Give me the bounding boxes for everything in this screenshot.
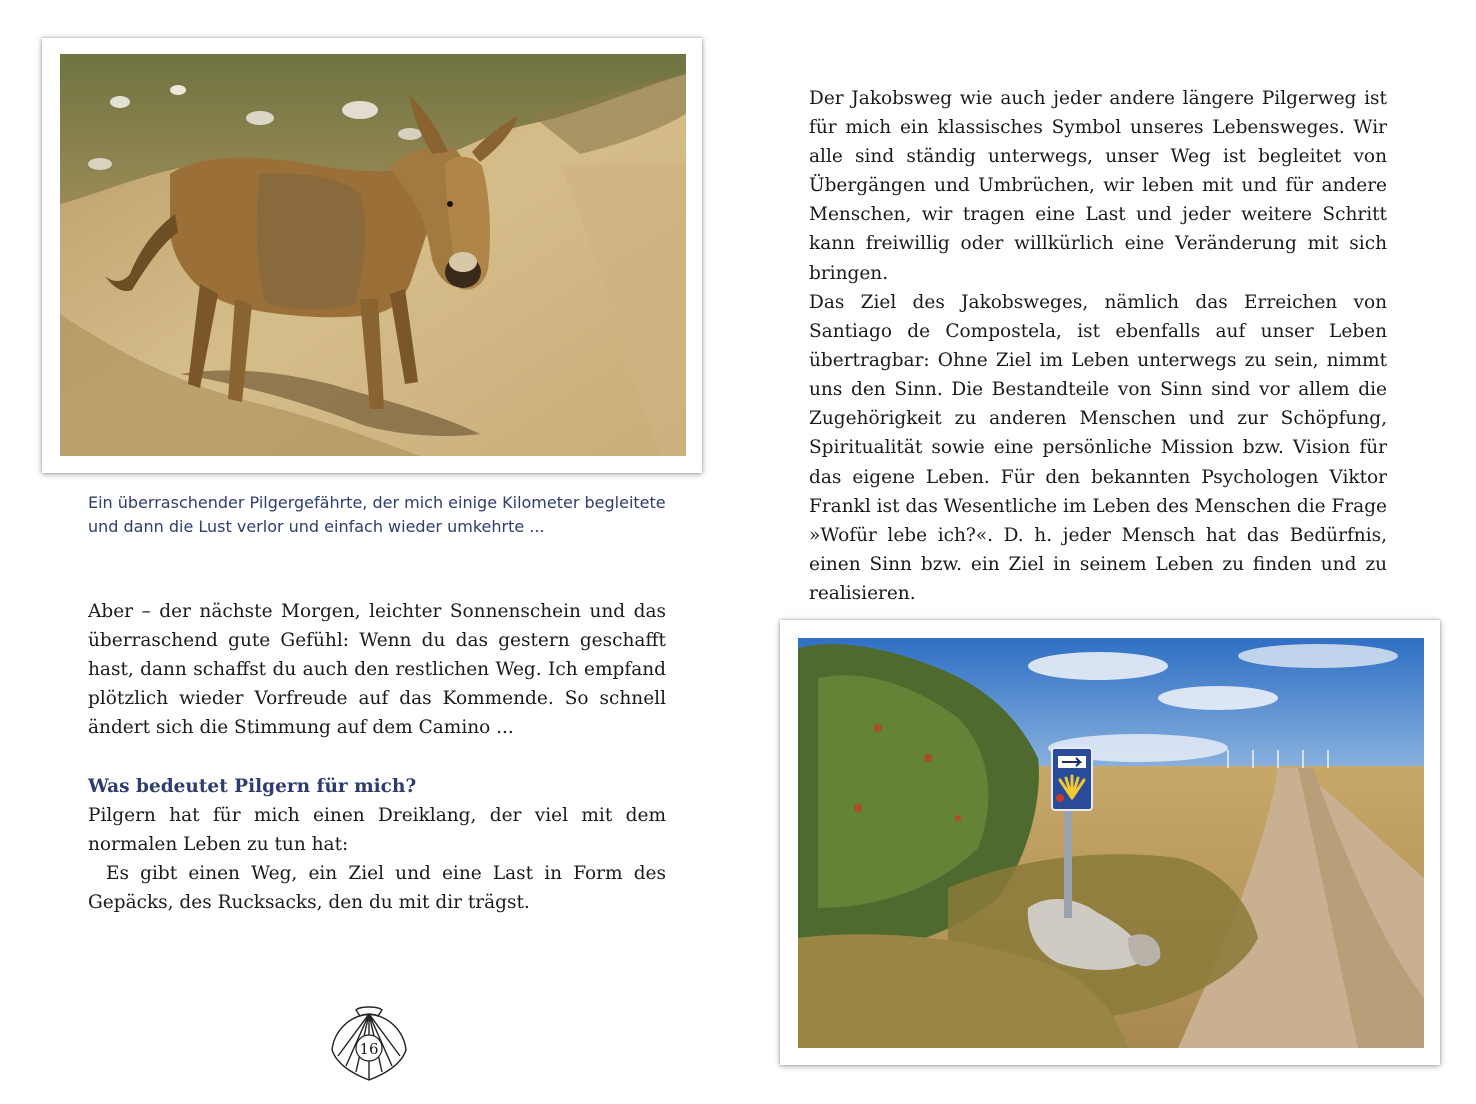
donkey-photo-frame bbox=[42, 38, 702, 473]
paragraph: Es gibt einen Weg, ein Ziel und eine Last in Form des Gepäcks, des Rucksacks, den du mit dir trägst. bbox=[88, 863, 666, 914]
camino-waymark-photo bbox=[798, 638, 1424, 1048]
photo-caption: Ein überraschender Pilgergefährte, der mich einige Kilometer begleitete und dann die Lust verlor und einfach wieder umkehrte ... bbox=[88, 493, 666, 536]
page-number-ornament bbox=[326, 1006, 412, 1086]
section-heading: Was bedeutet Pilgern für mich? bbox=[88, 776, 417, 797]
page-number: 16 bbox=[359, 1040, 379, 1058]
paragraph: Der Jakobsweg wie auch jeder andere längere Pilgerweg ist für mich ein klassisches Symbol unseres Lebensweges. Wir alle sind ständig unterwegs, unser Weg ist begleitet von Übergängen und Umbrüchen, wir leben mit und für andere Menschen, wir tragen eine Last und jeder weitere Schritt kann freiwillig oder willkürlich eine Veränderung mit sich bringen. bbox=[809, 88, 1387, 284]
paragraph: Pilgern hat für mich einen Dreiklang, der viel mit dem normalen Leben zu tun hat: bbox=[88, 805, 666, 856]
donkey-photo bbox=[60, 54, 686, 456]
waymark-photo-frame bbox=[780, 620, 1440, 1065]
paragraph: Aber – der nächste Morgen, leichter Sonnenschein und das überraschend gute Gefühl: Wenn du das gestern geschafft hast, dann schaffst du auch den restlichen Weg. Ich empfand plötzlich wieder Vorfreude auf das Kommende. So schnell ändert sich die Stimmung auf dem Camino ... bbox=[88, 601, 666, 739]
paragraph: Das Ziel des Jakobsweges, nämlich das Erreichen von Santiago de Compostela, ist ebenfalls auf unser Leben übertragbar: Ohne Ziel im Leben unterwegs zu sein, nimmt uns den Sinn. Die Bestandteile von Sinn sind vor allem die Zugehörigkeit zu anderen Menschen und zur Schöpfung, Spiritualität sowie eine persönliche Mission bzw. Vision für das eigene Leben. Für den bekannten Psychologen Viktor Frankl ist das Wesentliche im Leben des Menschen die Frage »Wofür lebe ich?«. D. h. jeder Mensch hat das Bedürfnis, einen Sinn bzw. ein Ziel in seinem Leben zu finden und zu realisieren. bbox=[809, 292, 1387, 604]
